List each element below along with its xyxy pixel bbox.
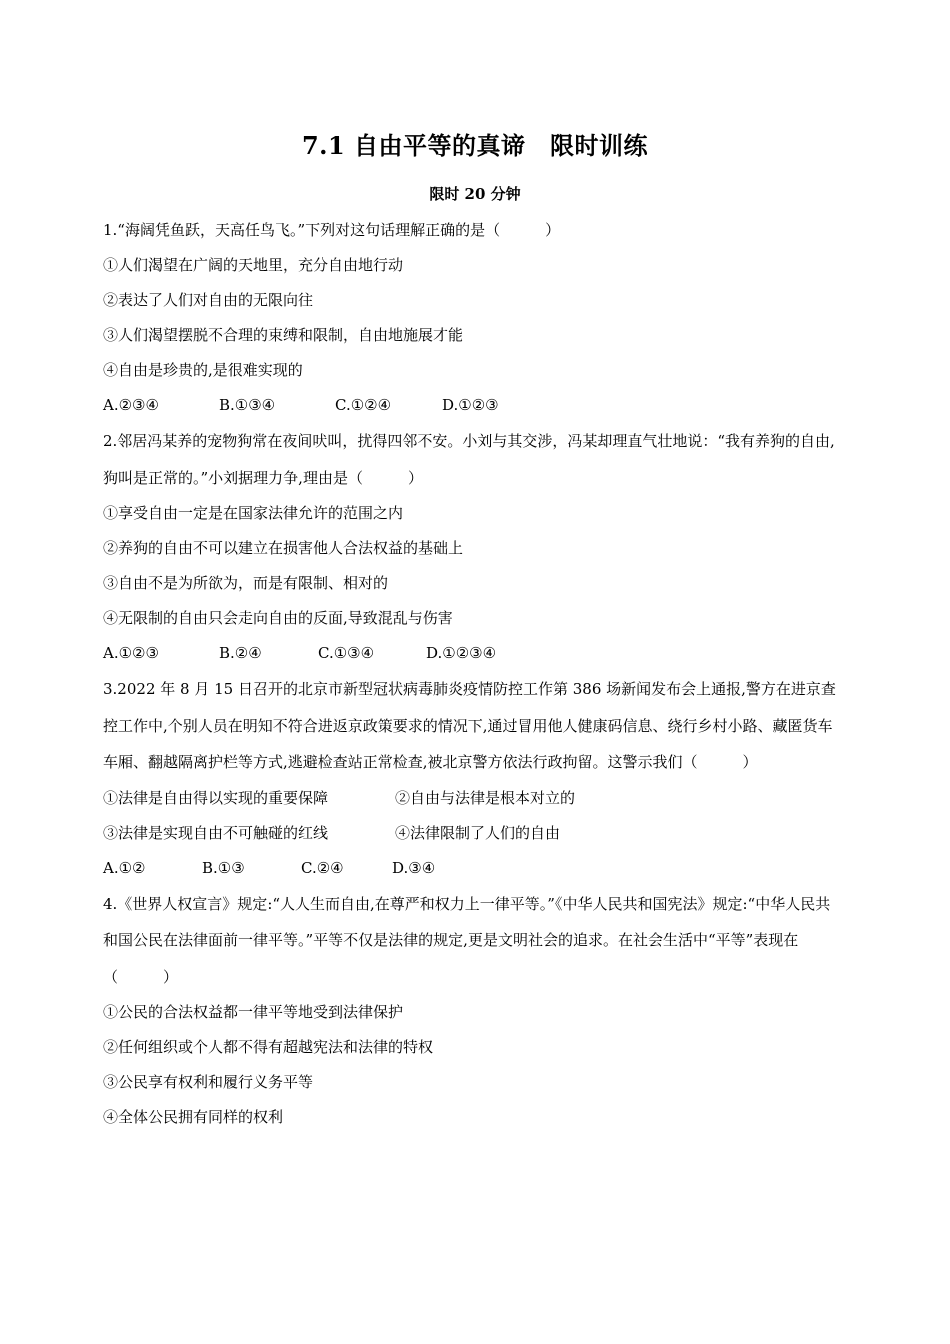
q1-statement-1: ①人们渴望在广阔的天地里，充分自由地行动 [103, 256, 404, 274]
q1-statement-2: ②表达了人们对自由的无限向往 [103, 291, 314, 309]
q4-statement-3: ③公民享有权利和履行义务平等 [103, 1073, 314, 1091]
q3-option-c: C.②④ [301, 858, 344, 877]
q2-options [103, 636, 838, 671]
q3-statement-2: ②自由与法律是根本对立的 [395, 788, 576, 807]
q2-option-d: D.①②③④ [426, 644, 497, 662]
q1-option-a: A.②③④ [103, 396, 159, 414]
q3-statement-4: ④法律限制了人们的自由 [395, 823, 561, 842]
q3-statements-row-2 [103, 816, 838, 851]
q2-option-a: A.①②③ [103, 644, 159, 662]
q3-stem: 3.2022 年 8 月 15 日召开的北京市新型冠状病毒肺炎疫情防控工作第 386 场新闻发布会上通报,警方在进京查控工作中,个别人员在明知不符合进返京政策要求的情况下,通过冒用他人健康码信息、绕行乡村小路、藏匿货车车厢、翻越隔离护栏等方式,逃避检查站正常检查,被北京警方依法行政拘留。这警示我们（ ） [103, 680, 836, 771]
q1-option-c: C.①②④ [335, 396, 392, 414]
q2-statement-1: ①享受自由一定是在国家法律允许的范围之内 [103, 504, 404, 522]
q3-option-b: B.①③ [202, 858, 245, 877]
q1-statement-4: ④自由是珍贵的,是很难实现的 [103, 361, 303, 379]
q1-option-d: D.①②③ [442, 396, 499, 414]
time-limit: 限时 20 分钟 [429, 185, 521, 203]
q4-statement-4: ④全体公民拥有同样的权利 [103, 1108, 284, 1126]
q1-option-b: B.①③④ [219, 396, 276, 414]
q2-statement-3: ③自由不是为所欲为，而是有限制、相对的 [103, 574, 389, 592]
q4-statement-1: ①公民的合法权益都一律平等地受到法律保护 [103, 1003, 404, 1021]
page-title: 7.1 自由平等的真谛 限时训练 [301, 131, 649, 160]
q3-statement-3: ③法律是实现自由不可触碰的红线 [103, 823, 329, 842]
q2-option-c: C.①③④ [318, 644, 375, 662]
question-list [103, 213, 838, 1135]
q3-statements-row-1 [103, 781, 838, 816]
q2-statement-2: ②养狗的自由不可以建立在损害他人合法权益的基础上 [103, 539, 464, 557]
q3-option-a: A.①② [103, 858, 146, 877]
q3-options [103, 851, 838, 886]
q3-statement-1: ①法律是自由得以实现的重要保障 [103, 788, 329, 807]
q2-stem: 2.邻居冯某养的宠物狗常在夜间吠叫，扰得四邻不安。小刘与其交涉，冯某却理直气壮地说：“我有养狗的自由,狗叫是正常的。”小刘据理力争,理由是（ ） [103, 432, 835, 487]
q1-options [103, 388, 838, 423]
q4-stem: 4.《世界人权宣言》规定:“人人生而自由,在尊严和权力上一律平等。”《中华人民共和国宪法》规定:“中华人民共和国公民在法律面前一律平等。”平等不仅是法律的规定,更是文明社会的追求。在社会生活中“平等”表现在（ ） [103, 894, 831, 986]
q3-option-d: D.③④ [392, 858, 436, 877]
q1-stem: 1.“海阔凭鱼跃，天高任鸟飞。”下列对这句话理解正确的是（ ） [103, 221, 561, 239]
q2-statement-4: ④无限制的自由只会走向自由的反面,导致混乱与伤害 [103, 609, 453, 627]
q2-option-b: B.②④ [219, 644, 262, 662]
q1-statement-3: ③人们渴望摆脱不合理的束缚和限制，自由地施展才能 [103, 326, 464, 344]
q4-statement-2: ②任何组织或个人都不得有超越宪法和法律的特权 [103, 1038, 434, 1056]
